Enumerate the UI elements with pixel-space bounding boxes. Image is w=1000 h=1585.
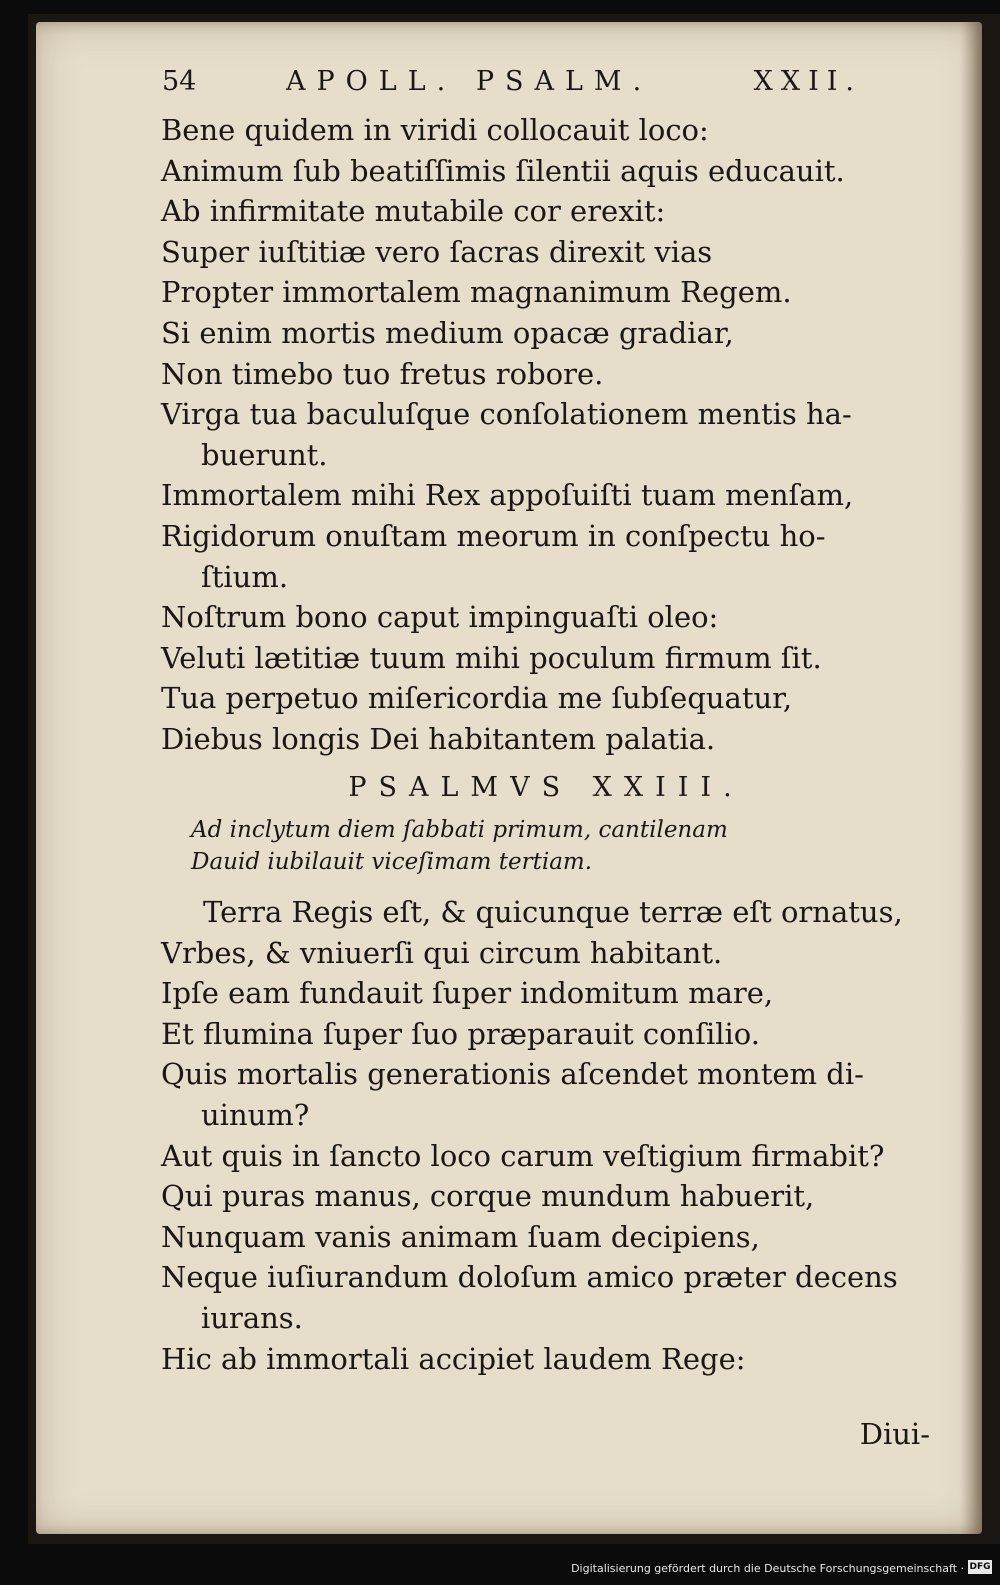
running-header [162,66,862,106]
text-line: Terra Regis eſt, & quicunque terræ eſt ornatus, [203,895,903,930]
text-line: Nunquam vanis animam ſuam decipiens, [161,1219,760,1254]
text-line: Noſtrum bono caput impinguaſti oleo: [161,600,719,635]
page-number: 54 [162,66,197,97]
book-page [36,22,982,1534]
psalm-heading: PSALMVS XXIII. [348,771,744,803]
text-line: Ipſe eam fundauit ſuper indomitum mare, [161,976,774,1011]
text-line: Diebus longis Dei habitantem palatia. [161,721,716,756]
running-title: APOLL. PSALM. [286,66,653,97]
catchword: Diui- [859,1417,930,1451]
text-line: Super iuſtitiæ vero ſacras direxit vias [161,234,713,269]
psalm-title [161,814,961,878]
text-line: Propter immortalem magnanimum Regem. [161,275,792,310]
text-line: Si enim mortis medium opacæ gradiar, [161,315,734,350]
text-line-continuation: uinum? [201,1098,310,1133]
text-line: Aut quis in ſancto loco carum veſtigium firmabit? [161,1138,885,1173]
text-line: Rigidorum onuſtam meorum in conſpectu ho- [161,518,826,553]
text-line: Immortalem mihi Rex appoſuiſti tuam menſam, [161,478,854,513]
text-line: Virga tua baculuſque conſolationem mentis ha- [161,397,852,432]
chapter-number: XXII. [753,66,862,97]
dfg-logo: DFG [969,1562,991,1572]
psalm-title-line: Ad inclytum diem ſabbati primum, cantilenam [191,817,728,844]
text-line: Animum ſub beatiſſimis ſilentii aquis educauit. [161,153,845,188]
text-line: Veluti lætitiæ tuum mihi poculum firmum ſit. [161,640,822,675]
page-text [161,110,961,1379]
text-line: Vrbes, & vniuerſi qui circum habitant. [161,935,723,970]
text-line: Neque iuſiurandum doloſum amico præter decens [161,1260,898,1295]
text-line-continuation: buerunt. [201,437,328,472]
text-line: Et flumina ſuper ſuo præparauit conſilio. [161,1016,760,1051]
text-line: Quis mortalis generationis aſcendet montem di- [161,1057,864,1092]
text-line: Bene quidem in viridi collocauit loco: [161,113,709,147]
text-line: Qui puras manus, corque mundum habuerit, [161,1179,815,1214]
text-line-continuation: ſtium. [201,559,289,594]
text-line-continuation: iurans. [201,1301,303,1336]
psalm-title-line: Dauid iubilauit viceſimam tertiam. [191,849,593,876]
text-line: Non timebo tuo fretus robore. [161,356,604,391]
digitization-credit: Digitalisierung gefördert durch die Deutsche Forschungsgemeinschaft · [571,1562,964,1575]
text-line: Hic ab immortali accipiet laudem Rege: [161,1341,746,1376]
text-line: Ab infirmitate mutabile cor erexit: [161,194,666,229]
text-line: Tua perpetuo miſericordia me ſubſequatur, [161,681,793,716]
